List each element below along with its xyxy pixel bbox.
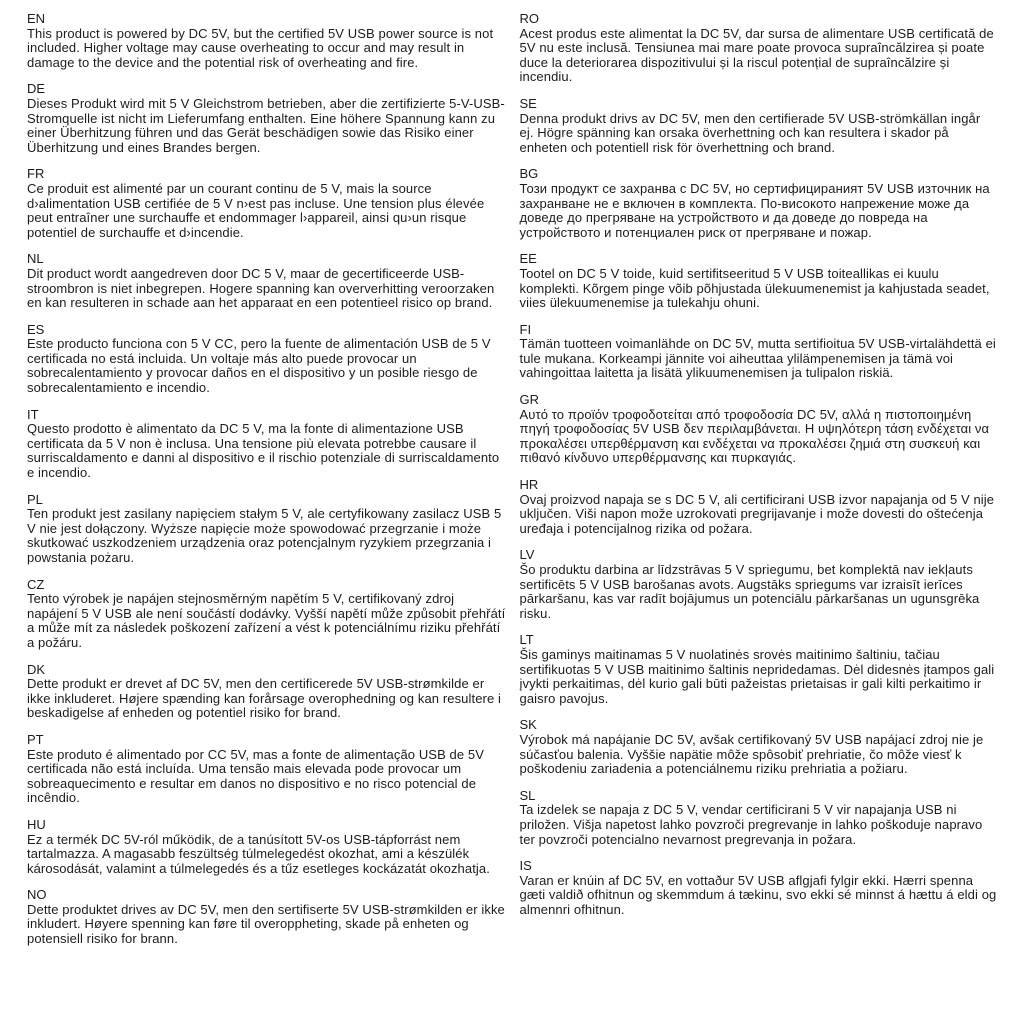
language-code: NO: [27, 887, 47, 903]
language-text: Este producto funciona con 5 V CC, pero la fuente de alimentación USB de 5 V certificada no está incluida. Un voltaje más alto puede provocar un sobrecalentamiento y provocar daños en el dispositivo y un posible riesgo de sobrecalentamiento e incendio.: [27, 336, 491, 396]
language-code: FR: [27, 166, 45, 182]
language-text: Ovaj proizvod napaja se s DC 5 V, ali certificirani USB izvor napajanja od 5 V nije uključen. Viši napon može uzrokovati pregrijavanje i može dovesti do oštećenja uređaja i potencijalnog rizika od požara.: [519, 491, 995, 536]
language-section-ee: [520, 252, 999, 310]
language-code: NL: [27, 251, 44, 267]
language-code: RO: [519, 11, 539, 26]
language-text: Dit product wordt aangedreven door DC 5 V, maar de gecertificeerde USB-stroombron is niet inbegrepen. Hogere spanning kan oververhitting veroorzaken en kan resulteren in schade aan het apparaat en een potentieel risico op brand.: [27, 265, 495, 311]
language-section-se: [520, 97, 999, 155]
language-code: LV: [519, 547, 535, 563]
language-code: IT: [27, 406, 39, 422]
language-section-fr: [27, 167, 506, 240]
language-code: PL: [27, 491, 43, 507]
language-section-pt: [27, 733, 506, 806]
language-text: Този продукт се захранва с DC 5V, но сертифицираният 5V USB източник на захранване не е включен в комплекта. По-високото напрежение може да доведе до прегряване на устройството и да доведе до повреда на устройството и потенциален риск от прегряване и пожар.: [519, 180, 990, 240]
language-section-es: [27, 323, 506, 396]
language-text: Acest produs este alimentat la DC 5V, dar sursa de alimentare USB certificată de 5V nu este inclusă. Tensiunea mai mare poate provoca supraîncălzirea și poate duce la deteriorarea dispozitivului și la riscul potențial de supraîncălzire și incendiu.: [519, 25, 994, 85]
language-section-is: [520, 859, 999, 917]
language-text: Tento výrobek je napájen stejnosměrným napětím 5 V, certifikovaný zdroj napájení 5 V USB ale není součástí dodávky. Vyšší napětí může způsobit přehřátí a může mít za následek poškození zařízení a vést k potenciálnímu riziku přehřátí a požáru.: [27, 591, 506, 650]
language-text: Tämän tuotteen voimanlähde on DC 5V, mutta sertifioitua 5V USB-virtalähdettä ei tule mukana. Korkeampi jännite voi aiheuttaa ylilämpenemisen ja tämä voi vahingoittaa laitetta ja lisätä ylikuumenemisen ja tulipalon riskiä.: [519, 336, 996, 381]
language-section-sl: [520, 789, 999, 847]
language-code: EN: [27, 11, 46, 26]
language-code: IS: [519, 858, 532, 874]
language-code: SE: [519, 95, 537, 111]
language-section-pl: [27, 493, 506, 566]
language-text: Αυτό το προϊόν τροφοδοτείται από τροφοδοσία DC 5V, αλλά η πιστοποιημένη πηγή τροφοδοσίας 5V USB δεν περιλαμβάνεται. Η υψηλότερη τάση ενδέχεται να προκαλέσει υπερθέρμανση και ενδέχεται να προκαλέσει ζημιά στη συσκευή και πιθανό κίνδυνο υπερθέρμανσης και πυρκαγιάς.: [519, 406, 990, 466]
language-code: SL: [519, 787, 536, 803]
language-code: SK: [519, 717, 537, 733]
language-text: Ce produit est alimenté par un courant continu de 5 V, mais la source d›alimentation USB certifiée de 5 V n›est pas incluse. Une tension plus élevée peut entraîner une surchauffe et endommager l›appareil, ainsi qu›un risque potentiel de surchauffe et d›incendie.: [27, 180, 485, 240]
language-text: Questo prodotto è alimentato da DC 5 V, ma la fonte di alimentazione USB certificata da 5 V non è inclusa. Una tensione più elevata potrebbe causare il surriscaldamento e danni al dispositivo e il rischio potenziale di surriscaldamento e incendio.: [27, 421, 500, 481]
language-section-it: [27, 408, 506, 481]
language-code: ES: [27, 321, 45, 337]
language-section-ro: [520, 12, 999, 85]
language-text: Tootel on DC 5 V toide, kuid sertifitseeritud 5 V USB toiteallikas ei kuulu komplekti. Kõrgem pinge võib põhjustada ülekuumenemist ja kahjustada seadet, viies ülekuumenemise ja tulekahju ohuni.: [519, 265, 990, 311]
language-code: EE: [519, 251, 537, 267]
language-section-nl: [27, 252, 506, 310]
language-text: Ta izdelek se napaja z DC 5 V, vendar certificirani 5 V vir napajanja USB ni priložen. Višja napetost lahko povzroči pregrevanje in lahko poškoduje napravo ter povzroči potencialno nevarnost pregrevanja in požara.: [519, 802, 983, 847]
language-text: Ten produkt jest zasilany napięciem stałym 5 V, ale certyfikowany zasilacz USB 5 V nie jest dołączony. Wyższe napięcie może spowodować przegrzanie i może skutkować uszkodzeniem urządzenia oraz potencjalnym ryzykiem przegrzania i powstania pożaru.: [27, 506, 502, 565]
language-code: DK: [27, 661, 46, 677]
language-code: BG: [519, 166, 539, 182]
language-code: GR: [519, 392, 539, 408]
language-section-lv: [520, 548, 999, 621]
language-section-dk: [27, 663, 506, 721]
language-text: Šis gaminys maitinamas 5 V nuolatinės srovės maitinimo šaltiniu, tačiau sertifikuotas 5 V USB maitinimo šaltinis nepridedamas. Dėl didesnės įtampos gali įvykti perkaitimas, dėl kurio gali būti pažeistas prietaisas ir gali kilti perkaitimo ir gaisro pavojus.: [519, 646, 995, 706]
language-section-en: [27, 12, 506, 70]
language-code: HR: [519, 477, 539, 493]
language-text: Varan er knúin af DC 5V, en vottaður 5V USB aflgjafi fylgir ekki. Hærri spenna gæti valdið ofhitnun og skemmdum á tækinu, svo ekki sé minnst á hættu á eldi og almennri ofhitnun.: [519, 872, 997, 917]
right-column: [520, 12, 999, 1014]
language-text: Šo produktu darbina ar līdzstrāvas 5 V spriegumu, bet komplektā nav iekļauts sertificēts 5 V USB barošanas avots. Augstāks spriegums var izraisīt ierīces pārkaršanu, kas var radīt bojājumus un potenciālu pārkaršanas un ugunsgrēka risku.: [519, 562, 980, 621]
language-code: CZ: [27, 576, 45, 592]
language-section-sk: [520, 718, 999, 776]
language-section-hu: [27, 818, 506, 876]
language-code: PT: [27, 731, 44, 747]
language-section-gr: [520, 393, 999, 466]
language-section-no: [27, 888, 506, 946]
language-text: Ez a termék DC 5V-ról működik, de a tanúsított 5V-os USB-tápforrást nem tartalmazza. A magasabb feszültség túlmelegedést okozhat, ami a készülék károsodását, valamint a túlmelegedés és a tűz esetleges kockázatát okozhatja.: [27, 831, 490, 876]
language-text: This product is powered by DC 5V, but the certified 5V USB power source is not included. Higher voltage may cause overheating to occur and may result in damage to the device and the potential risk of overheating and fire.: [27, 25, 494, 70]
language-code: DE: [27, 81, 46, 97]
language-text: Dette produktet drives av DC 5V, men den sertifiserte 5V USB-strømkilden er ikke inkludert. Høyere spenning kan føre til overoppheting, skade på enheten og potensiell risiko for brann.: [27, 901, 505, 947]
left-column: [27, 12, 506, 1014]
language-code: HU: [27, 816, 46, 832]
language-text: Dette produkt er drevet af DC 5V, men den certificerede 5V USB-strømkilde er ikke inkluderet. Højere spænding kan forårsage overophedning og kan resultere i beskadigelse af enheden og potentiel risiko for brand.: [27, 676, 502, 721]
language-section-de: [27, 82, 506, 155]
language-section-bg: [520, 167, 999, 240]
language-text: Dieses Produkt wird mit 5 V Gleichstrom betrieben, aber die zertifizierte 5-V-USB-Stromquelle ist nicht im Lieferumfang enthalten. Eine höhere Spannung kann zu einer Überhitzung führen und das Gerät beschädigen sowie das Risiko einer Überhitzung und eines Brandes bergen.: [27, 95, 505, 155]
language-text: Denna produkt drivs av DC 5V, men den certifierade 5V USB-strömkällan ingår ej. Högre spänning kan orsaka överhettning och kan resultera i skador på enheten och potentiell risk för överhettning och brand.: [519, 110, 981, 155]
language-code: FI: [519, 321, 532, 337]
language-text: Výrobok má napájanie DC 5V, avšak certifikovaný 5V USB napájací zdroj nie je súčasťou balenia. Vyššie napätie môže spôsobiť prehriatie, čo môže viesť k poškodeniu zariadenia a potenciálnemu riziku prehriatia a požiaru.: [519, 731, 984, 777]
language-section-cz: [27, 578, 506, 651]
language-section-hr: [520, 478, 999, 536]
language-section-lt: [520, 633, 999, 706]
language-code: LT: [519, 632, 534, 648]
language-section-fi: [520, 323, 999, 381]
language-text: Este produto é alimentado por CC 5V, mas a fonte de alimentação USB de 5V certificada não está incluída. Uma tensão mais elevada pode provocar um sobreaquecimento e resultar em danos no dispositivo e no risco potencial de incêndio.: [27, 746, 485, 806]
